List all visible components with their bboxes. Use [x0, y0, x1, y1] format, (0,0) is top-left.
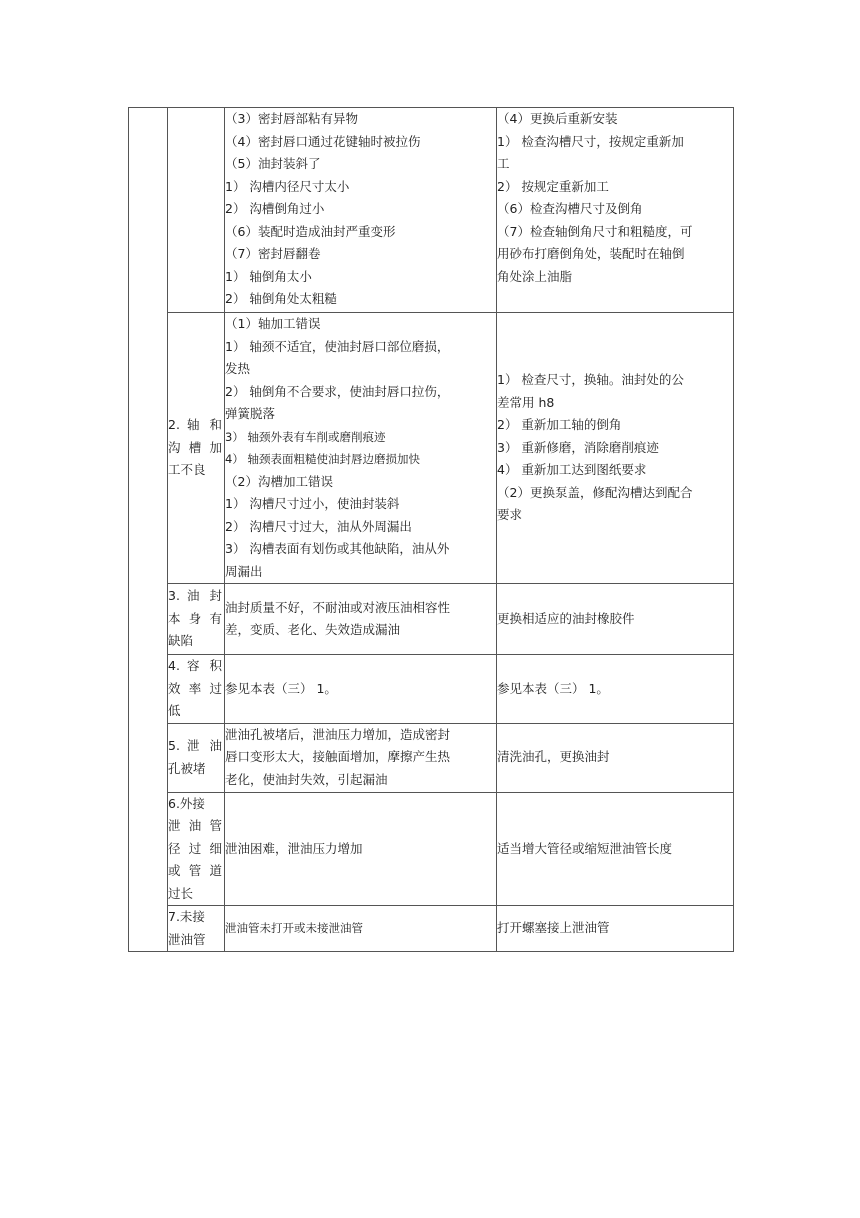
cause-line: 工不良	[168, 462, 206, 478]
remedy-line: 2） 按规定重新加工	[497, 178, 609, 194]
remedy-line: （7）检查轴倒角尺寸和粗糙度，可	[497, 223, 693, 239]
remedy-line: 清洗油孔，更换油封	[497, 749, 610, 765]
reason-line: 油封质量不好，不耐油或对液压油相容性	[225, 599, 451, 615]
reason-line: 唇口变形太大，接触面增加，摩擦产生热	[225, 749, 451, 765]
cause-cell	[168, 792, 225, 906]
remedy-cell	[497, 313, 734, 584]
table-row	[129, 906, 734, 952]
remedy-line: 3） 重新修磨，消除磨削痕迹	[497, 439, 659, 455]
cause-cell	[168, 108, 225, 313]
reason-line: （3）密封唇部粘有异物	[225, 111, 358, 126]
reason-cell	[225, 723, 497, 792]
cause-line: 过长	[168, 885, 194, 901]
cause-line: 泄 油 管	[168, 818, 222, 833]
reason-line: （7）密封唇翻卷	[225, 246, 321, 261]
table-row	[129, 655, 734, 724]
cause-line: 或 管 道	[168, 863, 222, 878]
reason-line: 周漏出	[225, 563, 263, 579]
remedy-line: 1） 检查沟槽尺寸，按规定重新加	[497, 133, 684, 149]
remedy-line: （2）更换泵盖，修配沟槽达到配合	[497, 484, 693, 500]
cause-line: 本 身 有	[168, 610, 222, 626]
remedy-line: （6）检查沟槽尺寸及倒角	[497, 201, 643, 216]
cause-cell	[168, 723, 225, 792]
reason-line: 弹簧脱落	[225, 406, 276, 421]
remedy-line: 参见本表（三） 1。	[497, 680, 609, 696]
reason-line: 2） 沟槽倒角过小	[225, 201, 325, 216]
remedy-line: （4）更换后重新安装	[497, 111, 618, 126]
reason-cell	[225, 108, 497, 313]
reason-line: 老化，使油封失效，引起漏油	[225, 771, 388, 787]
cause-line: 低	[168, 703, 181, 718]
cause-line: 沟 槽 加	[168, 439, 222, 455]
reason-line: （2）沟槽加工错误	[225, 473, 333, 489]
reason-line: （6）装配时造成油封严重变形	[225, 223, 396, 239]
reason-line: （1）轴加工错误	[225, 316, 321, 331]
reason-line: 差，变质、老化、失效造成漏油	[225, 622, 401, 637]
reason-line: 1） 沟槽尺寸过小，使油封装斜	[225, 496, 400, 511]
remedy-line: 4） 重新加工达到图纸要求	[497, 462, 647, 478]
remedy-line: 用砂布打磨倒角处，装配时在轴倒	[497, 246, 685, 261]
remedy-line: 工	[497, 156, 510, 171]
reason-cell	[225, 655, 497, 724]
cause-line: 7.未接	[168, 909, 205, 924]
remedy-cell	[497, 906, 734, 952]
cause-line: 径 过 细	[168, 840, 222, 856]
cause-line: 效 率 过	[168, 680, 222, 696]
table-row	[129, 108, 734, 313]
table-row	[129, 792, 734, 906]
reason-line: 泄油困难，泄油压力增加	[225, 840, 363, 856]
reason-line: 泄油管未打开或未接泄油管	[225, 921, 363, 936]
reason-cell	[225, 313, 497, 584]
remedy-line: 角处涂上油脂	[497, 268, 573, 284]
category-cell	[129, 108, 168, 952]
cause-line: 3. 油 封	[168, 588, 222, 604]
reason-line: 3） 轴颈外表有车削或磨削痕迹	[225, 429, 386, 444]
reason-line: 泄油孔被堵后，泄油压力增加，造成密封	[225, 726, 451, 742]
cause-cell	[168, 906, 225, 952]
reason-line: 3） 沟槽表面有划伤或其他缺陷，油从外	[225, 541, 450, 556]
cause-line: 6.外接	[168, 795, 205, 811]
remedy-line: 要求	[497, 507, 523, 523]
cause-line: 缺陷	[168, 633, 194, 649]
reason-cell	[225, 792, 497, 906]
cause-line: 孔被堵	[168, 760, 206, 776]
remedy-cell	[497, 792, 734, 906]
reason-line: 1） 沟槽内径尺寸太小	[225, 178, 350, 194]
reason-line: 1） 轴颈不适宜，使油封唇口部位磨损，	[225, 338, 450, 354]
reason-line: 1） 轴倒角太小	[225, 268, 312, 284]
cause-cell	[168, 584, 225, 655]
reason-line: 2） 轴倒角处太粗糙	[225, 291, 337, 306]
reason-line: 2） 沟槽尺寸过大，油从外周漏出	[225, 518, 412, 534]
cause-line: 泄油管	[168, 931, 206, 947]
reason-line: 2） 轴倒角不合要求，使油封唇口拉伤，	[225, 383, 450, 399]
remedy-cell	[497, 655, 734, 724]
remedy-cell	[497, 723, 734, 792]
cause-line: 4. 容 积	[168, 658, 222, 673]
cause-cell	[168, 655, 225, 724]
reason-line: 4） 轴颈表面粗糙使油封唇边磨损加快	[225, 452, 420, 466]
cause-cell	[168, 313, 225, 584]
fault-table	[128, 107, 734, 952]
cause-line: 2. 轴 和	[168, 417, 222, 433]
reason-line: （5）油封装斜了	[225, 156, 321, 171]
table-row	[129, 313, 734, 584]
reason-line: （4）密封唇口通过花键轴时被拉伤	[225, 133, 421, 149]
reason-cell	[225, 584, 497, 655]
reason-line: 参见本表（三） 1。	[225, 680, 337, 696]
cause-line: 5. 泄 油	[168, 738, 222, 753]
remedy-cell	[497, 108, 734, 313]
table-row	[129, 723, 734, 792]
remedy-line: 适当增大管径或缩短泄油管长度	[497, 840, 673, 856]
remedy-line: 更换相适应的油封橡胶件	[497, 610, 635, 626]
remedy-line: 打开螺塞接上泄油管	[497, 920, 610, 936]
table-row	[129, 584, 734, 655]
remedy-cell	[497, 584, 734, 655]
remedy-line: 差常用 h8	[497, 394, 555, 410]
reason-cell	[225, 906, 497, 952]
reason-line: 发热	[225, 361, 251, 376]
remedy-line: 2） 重新加工轴的倒角	[497, 417, 622, 433]
remedy-line: 1） 检查尺寸，换轴。油封处的公	[497, 372, 684, 388]
